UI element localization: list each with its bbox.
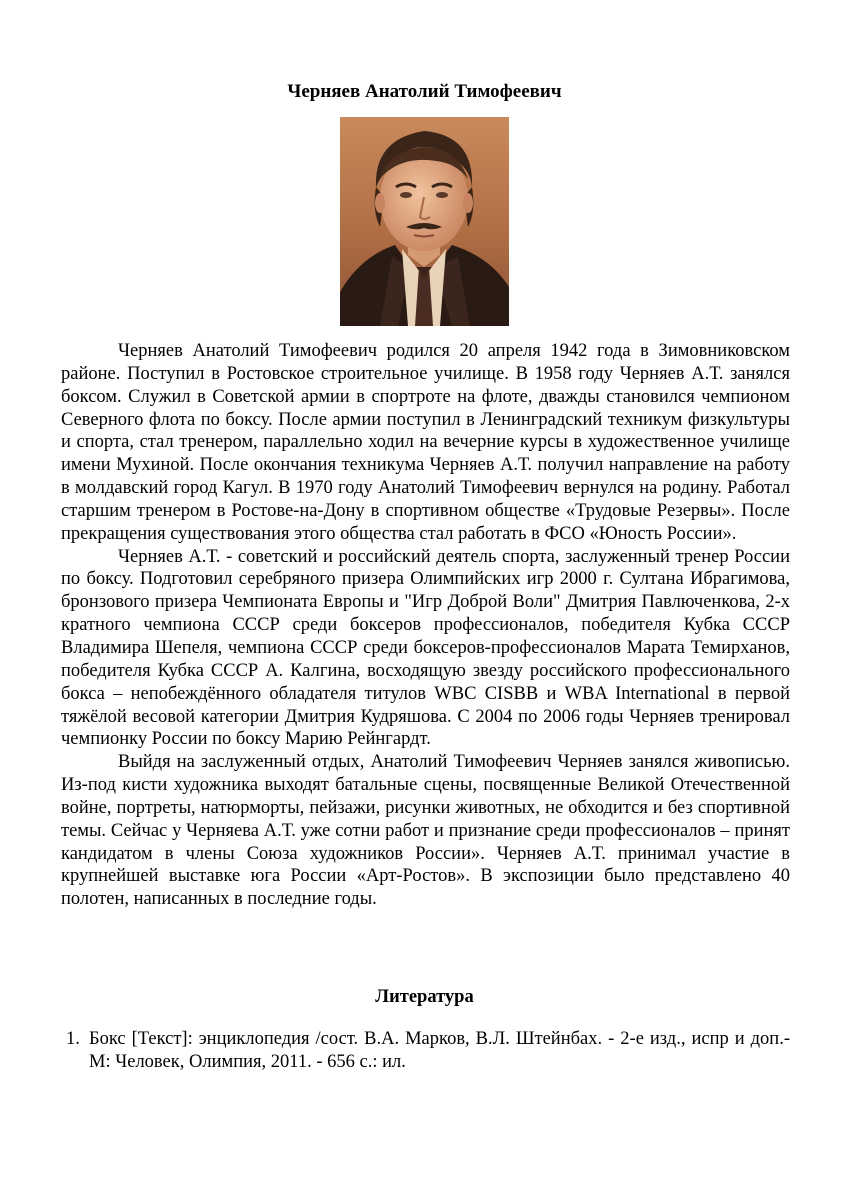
list-item-text: Бокс [Текст]: энциклопедия /сост. В.А. Марков, В.Л. Штейнбах. - 2-е изд., испр и доп.-М: Человек, Олимпия, 2011. - 656 с.: ил. — [89, 1029, 790, 1072]
portrait-photo — [340, 117, 509, 326]
portrait-icon — [340, 117, 509, 326]
page-title: Черняев Анатолий Тимофеевич — [287, 81, 562, 102]
biography-text — [61, 340, 790, 911]
list-item-number: 1. — [66, 1029, 80, 1049]
paragraph: Черняев Анатолий Тимофеевич родился 20 апреля 1942 года в Зимовниковском районе. Поступил в Ростовское строительное училище. В 1958 году Черняев А.Т. занялся боксом. Служил в Советской армии в спортроте на флоте, дважды становился чемпионом Северного флота по боксу. После армии поступил в Ленинградский техникум физкультуры и спорта, стал тренером, параллельно ходил на вечерние курсы в художественное училище имени Мухиной. После окончания техникума Черняев А.Т. получил направление на работу в молдавский город Кагул. В 1970 году Анатолий Тимофеевич вернулся на родину. Работал старшим тренером в Ростове-на-Дону в спортивном обществе «Трудовые Резервы». После прекращения существования этого общества стал работать в ФСО «Юность России». — [61, 341, 790, 544]
paragraph: Черняев А.Т. - советский и российский деятель спорта, заслуженный тренер России по боксу. Подготовил серебряного призера Олимпийских игр 2000 г. Султана Ибрагимова, бронзового призера Чемпионата Европы и "Игр Доброй Воли" Дмитрия Павлюченкова, 2-х кратного чемпиона СССР среди боксеров профессионалов, победителя Кубка СССР Владимира Шепеля, чемпиона СССР среди боксеров-профессионалов Марата Темирханов, победителя Кубка СССР А. Калгина, восходящую звезду российского профессионального бокса – непобеждённого обладателя титулов WBC CISBB и WBA International в первой тяжёлой весовой категории Дмитрия Кудряшова. С 2004 по 2006 годы Черняев тренировал чемпионку России по боксу Марию Рейнгардт. — [61, 546, 790, 750]
paragraph: Выйдя на заслуженный отдых, Анатолий Тимофеевич Черняев занялся живописью. Из-под кисти художника выходят батальные сцены, посвященные Великой Отечественной войне, портреты, натюрморты, пейзажи, рисунки животных, не обходится и без спортивной темы. Сейчас у Черняева А.Т. уже сотни работ и признание среди профессионалов – принят кандидатом в члены Союза художников России». Черняев А.Т. принимал участие в крупнейшей выставке юга России «Арт-Ростов». В экспозиции было представлено 40 полотен, написанных в последние годы. — [61, 752, 790, 910]
literature-list — [61, 1028, 790, 1074]
list-item — [61, 1028, 790, 1074]
literature-heading: Литература — [375, 987, 474, 1007]
